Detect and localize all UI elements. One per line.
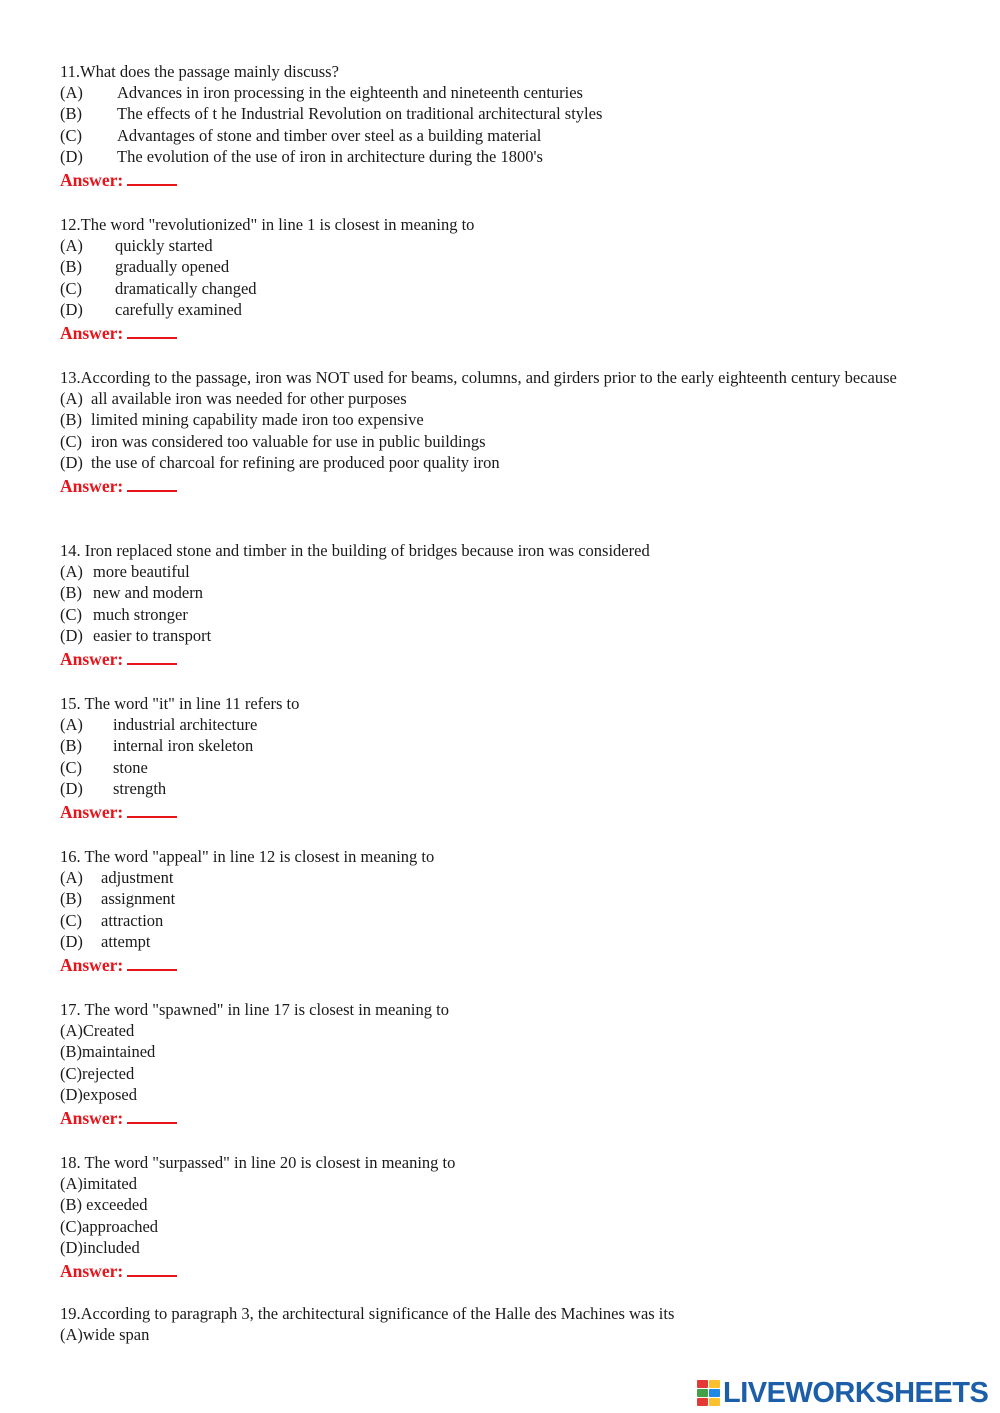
option-d: (D) attempt (60, 931, 151, 951)
option-c: (C) rejected (60, 1063, 135, 1083)
option-c: (C) stone (60, 757, 148, 777)
option-c: (C) dramatically changed (60, 278, 257, 298)
option-d: (D) carefully examined (60, 299, 242, 319)
option-c: (C) approached (60, 1216, 159, 1236)
question-stem: 17. The word "spawned" in line 17 is closest in meaning to (60, 1000, 449, 1019)
answer-field[interactable]: Answer: (60, 474, 930, 498)
question-stem: 11.What does the passage mainly discuss? (60, 62, 339, 81)
answer-blank[interactable] (127, 1106, 177, 1124)
option-d: (D) strength (60, 778, 167, 798)
option-a: (A) quickly started (60, 236, 213, 255)
option-b: (B) exceeded (60, 1195, 148, 1215)
question-15 (60, 693, 940, 824)
answer-field[interactable]: Answer: (60, 800, 940, 824)
question-18 (60, 1152, 940, 1283)
option-d: (D) the use of charcoal for refining are produced poor quality iron (60, 452, 500, 472)
answer-blank[interactable] (127, 168, 177, 186)
option-a: (A) wide span (60, 1325, 150, 1344)
option-a: (A) imitated (60, 1174, 137, 1193)
question-16 (60, 846, 940, 977)
option-a: (A) adjustment (60, 868, 174, 887)
question-19 (60, 1303, 940, 1345)
answer-field[interactable]: Answer: (60, 953, 940, 977)
option-d: (D) exposed (60, 1084, 137, 1104)
option-a: (A) industrial architecture (60, 715, 258, 734)
option-b: (B) new and modern (60, 583, 203, 603)
option-b: (B) The effects of t he Industrial Revolution on traditional architectural styles (60, 104, 603, 124)
option-b: (B) internal iron skeleton (60, 736, 254, 756)
question-stem: 19.According to paragraph 3, the architectural significance of the Halle des Machines was its (60, 1304, 675, 1323)
question-12 (60, 214, 940, 345)
option-c: (C) Advantages of stone and timber over steel as a building material (60, 125, 542, 145)
question-stem: 13.According to the passage, iron was NOT used for beams, columns, and girders prior to the early eighteenth century because (60, 368, 897, 387)
answer-field[interactable]: Answer: (60, 321, 940, 345)
option-a: (A) Advances in iron processing in the eighteenth and nineteenth centuries (60, 83, 583, 102)
option-d: (D) easier to transport (60, 625, 212, 645)
option-b: (B) gradually opened (60, 257, 230, 277)
option-b: (B) maintained (60, 1042, 156, 1062)
option-c: (C) attraction (60, 910, 164, 930)
option-a: (A) all available iron was needed for other purposes (60, 389, 407, 408)
answer-field[interactable]: Answer: (60, 1106, 940, 1130)
option-b: (B) limited mining capability made iron too expensive (60, 410, 424, 430)
answer-blank[interactable] (127, 474, 177, 492)
question-stem: 16. The word "appeal" in line 12 is closest in meaning to (60, 847, 435, 866)
answer-blank[interactable] (127, 1259, 177, 1277)
option-d: (D) The evolution of the use of iron in architecture during the 1800's (60, 146, 543, 166)
question-stem: 14. Iron replaced stone and timber in the building of bridges because iron was considered (60, 541, 650, 560)
question-stem: 15. The word "it" in line 11 refers to (60, 694, 300, 713)
question-17 (60, 999, 940, 1130)
answer-blank[interactable] (127, 953, 177, 971)
option-c: (C) iron was considered too valuable for use in public buildings (60, 431, 486, 451)
logo-text: LIVEWORKSHEETS (723, 1377, 989, 1409)
logo-blocks-icon (697, 1380, 721, 1407)
question-13 (60, 367, 930, 498)
answer-blank[interactable] (127, 800, 177, 818)
question-stem: 18. The word "surpassed" in line 20 is closest in meaning to (60, 1153, 456, 1172)
option-a: (A) Created (60, 1021, 135, 1040)
answer-field[interactable]: Answer: (60, 168, 940, 192)
answer-field[interactable]: Answer: (60, 1259, 940, 1283)
option-b: (B) assignment (60, 889, 176, 909)
option-c: (C) much stronger (60, 604, 188, 624)
answer-blank[interactable] (127, 647, 177, 665)
question-14 (60, 540, 940, 671)
option-a: (A) more beautiful (60, 562, 190, 581)
question-stem: 12.The word "revolutionized" in line 1 is closest in meaning to (60, 215, 475, 234)
answer-blank[interactable] (127, 321, 177, 339)
option-d: (D) included (60, 1237, 140, 1257)
question-11 (60, 61, 940, 192)
answer-field[interactable]: Answer: (60, 647, 940, 671)
liveworksheets-logo (697, 1377, 988, 1409)
